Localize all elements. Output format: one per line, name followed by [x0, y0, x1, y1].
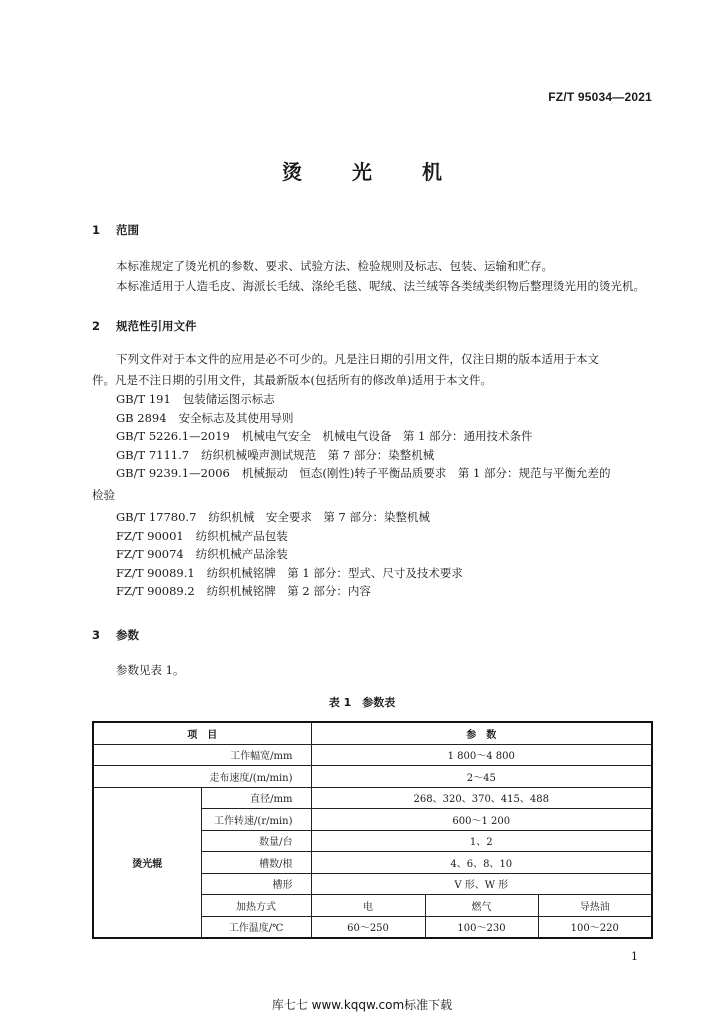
row-value: 1、2: [311, 830, 652, 852]
title-char: 光: [352, 160, 372, 184]
row-label: 槽形: [201, 873, 311, 895]
scope-paragraph-1: 本标准规定了烫光机的参数、要求、试验方法、检验规则及标志、包装、运输和贮存。: [116, 259, 553, 273]
section-title: 范围: [116, 223, 139, 237]
reference-title: 机械振动 恒态(刚性)转子平衡品质要求 第 1 部分：规范与平衡允差的: [241, 466, 611, 480]
reference-list: [116, 390, 610, 483]
section-title: 参数: [116, 628, 139, 642]
reference-code: FZ/T 90089.2: [116, 584, 195, 598]
parameter-table: [92, 721, 653, 939]
reference-title: 纺织机械产品涂装: [195, 547, 288, 561]
reference-code: GB/T 7111.7: [116, 447, 190, 462]
title-char: 烫: [282, 160, 302, 184]
row-label: 直径/mm: [201, 787, 311, 809]
section-number: 2: [92, 319, 101, 333]
table-row: [93, 766, 652, 788]
reference-code: FZ/T 90089.1: [116, 565, 195, 580]
reference-title: 纺织机械 安全要求 第 7 部分：染整机械: [208, 510, 431, 524]
row-value: V 形、W 形: [311, 873, 652, 895]
heating-gas: 燃气: [425, 895, 538, 917]
row-label: 工作幅宽/mm: [93, 744, 311, 766]
references-intro: [92, 349, 652, 391]
table-row: [93, 787, 652, 809]
row-label: 数量/台: [201, 830, 311, 852]
row-value: 2～45: [311, 766, 652, 788]
heating-electric: 电: [311, 895, 425, 917]
header-param: 参 数: [311, 722, 652, 744]
temp-oil: 100～220: [538, 916, 652, 938]
reference-item: [116, 545, 463, 564]
row-label: 工作转速/(r/min): [201, 809, 311, 831]
reference-list-2: [116, 508, 463, 601]
document-title: [0, 156, 724, 185]
reference-title: 纺织机械铭牌 第 1 部分：型式、尺寸及技术要求: [206, 565, 463, 580]
reference-title: 安全标志及其使用导则: [178, 410, 294, 425]
reference-title: 纺织机械产品包装: [195, 528, 288, 543]
reference-title: 纺织机械噪声测试规范 第 7 部分：染整机械: [201, 447, 435, 462]
row-label: 槽数/根: [201, 852, 311, 874]
reference-item: [116, 564, 463, 583]
reference-code: FZ/T 90074: [116, 547, 184, 561]
reference-code: GB/T 9239.1—2006: [116, 466, 230, 480]
temp-electric: 60～250: [311, 916, 425, 938]
section-heading-scope: [92, 222, 139, 238]
intro-line: 下列文件对于本文件的应用是必不可少的。凡是注日期的引用文件，仅注日期的版本适用于本文: [116, 352, 599, 366]
reference-item: [116, 446, 610, 465]
reference-code: GB/T 5226.1—2019: [116, 429, 230, 443]
scope-paragraph-2: 本标准适用于人造毛皮、海派长毛绒、涤纶毛毯、呢绒、法兰绒等各类绒类织物后整理烫光用的烫光机。: [116, 279, 645, 293]
reference-title: 包装储运图示标志: [182, 392, 275, 406]
standard-code: FZ/T 95034—2021: [548, 90, 652, 104]
reference-item: [116, 508, 463, 527]
group-label: 烫光辊: [93, 787, 201, 938]
table-caption: 表 1 参数表: [328, 696, 396, 709]
table-header-row: [93, 722, 652, 744]
reference-title: 机械电气安全 机械电气设备 第 1 部分：通用技术条件: [241, 429, 533, 443]
reference-item: [116, 409, 610, 428]
row-value: 600～1 200: [311, 809, 652, 831]
row-value: 4、6、8、10: [311, 852, 652, 874]
row-label: 工作温度/℃: [201, 916, 311, 938]
reference-continuation: 检验: [92, 488, 115, 502]
reference-item: [116, 464, 610, 483]
parameters-paragraph: 参数见表 1。: [116, 663, 185, 677]
reference-title: 纺织机械铭牌 第 2 部分：内容: [206, 584, 371, 598]
watermark-text: 库七七 www.kqqw.com标准下载: [271, 998, 453, 1012]
header-item: 项 目: [93, 722, 311, 744]
table-row: [93, 744, 652, 766]
section-heading-parameters: [92, 627, 139, 643]
reference-item: [116, 582, 463, 601]
row-value: 1 800～4 800: [311, 744, 652, 766]
reference-code: GB 2894: [116, 410, 167, 425]
temp-gas: 100～230: [425, 916, 538, 938]
row-value: 268、320、370、415、488: [311, 787, 652, 809]
reference-code: FZ/T 90001: [116, 528, 184, 543]
reference-item: [116, 390, 610, 409]
reference-code: GB/T 191: [116, 392, 171, 406]
intro-line: 件。凡是不注日期的引用文件，其最新版本(包括所有的修改单)适用于本文件。: [92, 373, 492, 387]
row-label: 走布速度/(m/min): [93, 766, 311, 788]
reference-item: [116, 427, 610, 446]
reference-code: GB/T 17780.7: [116, 510, 197, 524]
section-title: 规范性引用文件: [116, 319, 197, 333]
page-number: 1: [631, 950, 638, 963]
section-heading-references: [92, 318, 197, 334]
heating-oil: 导热油: [538, 895, 652, 917]
title-char: 机: [422, 160, 442, 184]
section-number: 3: [92, 628, 101, 642]
reference-item: [116, 527, 463, 546]
section-number: 1: [92, 223, 101, 237]
row-label: 加热方式: [201, 895, 311, 917]
